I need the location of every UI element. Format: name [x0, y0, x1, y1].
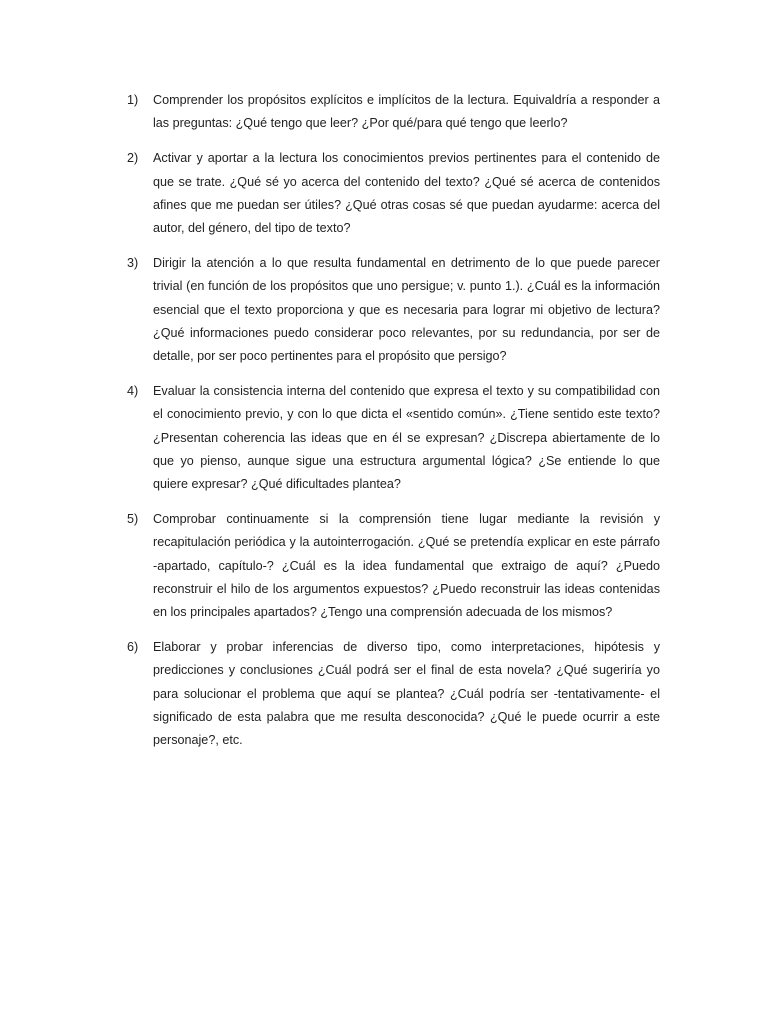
list-item-text: Elaborar y probar inferencias de diverso tipo, como interpretaciones, hipótesis y predicciones y conclusiones ¿Cuál podrá ser el final de esta novela? ¿Qué sugeriría yo para solucionar el problema que aquí se plantea? ¿Cuál podría ser -tentativamente- el significado de esta palabra que me resulta desconocida? ¿Qué le puede ocurrir a este personaje?, etc. [153, 640, 660, 748]
list-item-text: Comprobar continuamente si la comprensión tiene lugar mediante la revisión y recapitulación periódica y la autointerrogación. ¿Qué se pretendía explicar en este párrafo -apartado, capítulo-? ¿Cuál es la idea fundamental que extraigo de aquí? ¿Puedo reconstruir el hilo de los argumentos expuestos? ¿Puedo reconstruir las ideas contenidas en los principales apartados? ¿Tengo una comprensión adecuada de los mismos? [153, 512, 660, 620]
list-item [127, 147, 660, 240]
list-item [127, 380, 660, 496]
list-item-number: 1) [127, 93, 139, 107]
list-item [127, 508, 660, 624]
list-item-number: 6) [127, 640, 139, 655]
list-item-text: Dirigir la atención a lo que resulta fundamental en detrimento de lo que puede parecer trivial (en función de los propósitos que uno persigue; v. punto 1.). ¿Cuál es la información esencial que el texto proporciona y que es necesaria para lograr mi objetivo de lectura? ¿Qué informaciones puedo considerar poco relevantes, por su redundancia, por ser de detalle, por ser poco pertinentes para el propósito que persigo? [153, 256, 660, 364]
numbered-list [127, 89, 660, 764]
list-item [127, 252, 660, 368]
list-item-number: 4) [127, 384, 139, 399]
list-item [127, 89, 660, 135]
list-item-text: Activar y aportar a la lectura los conocimientos previos pertinentes para el contenido de que se trate. ¿Qué sé yo acerca del contenido del texto? ¿Qué sé acerca de contenidos afines que me puedan ser útiles? ¿Qué otras cosas sé que puedan ayudarme: acerca del autor, del género, del tipo de texto? [153, 151, 660, 236]
list-item-number: 2) [127, 151, 139, 166]
list-item-number: 5) [127, 512, 139, 527]
list-item-text: Evaluar la consistencia interna del contenido que expresa el texto y su compatibilidad con el conocimiento previo, y con lo que dicta el «sentido común». ¿Tiene sentido este texto? ¿Presentan coherencia las ideas que en él se expresan? ¿Discrepa abiertamente de lo que yo pienso, aunque sigue una estructura argumental lógica? ¿Se entiende lo que quiere expresar? ¿Qué dificultades plantea? [153, 384, 660, 492]
list-item-text: Comprender los propósitos explícitos e implícitos de la lectura. Equivaldría a responder a las preguntas: ¿Qué tengo que leer? ¿Por qué/para qué tengo que leerlo? [153, 93, 660, 131]
list-item-number: 3) [127, 256, 139, 271]
list-item [127, 636, 660, 752]
